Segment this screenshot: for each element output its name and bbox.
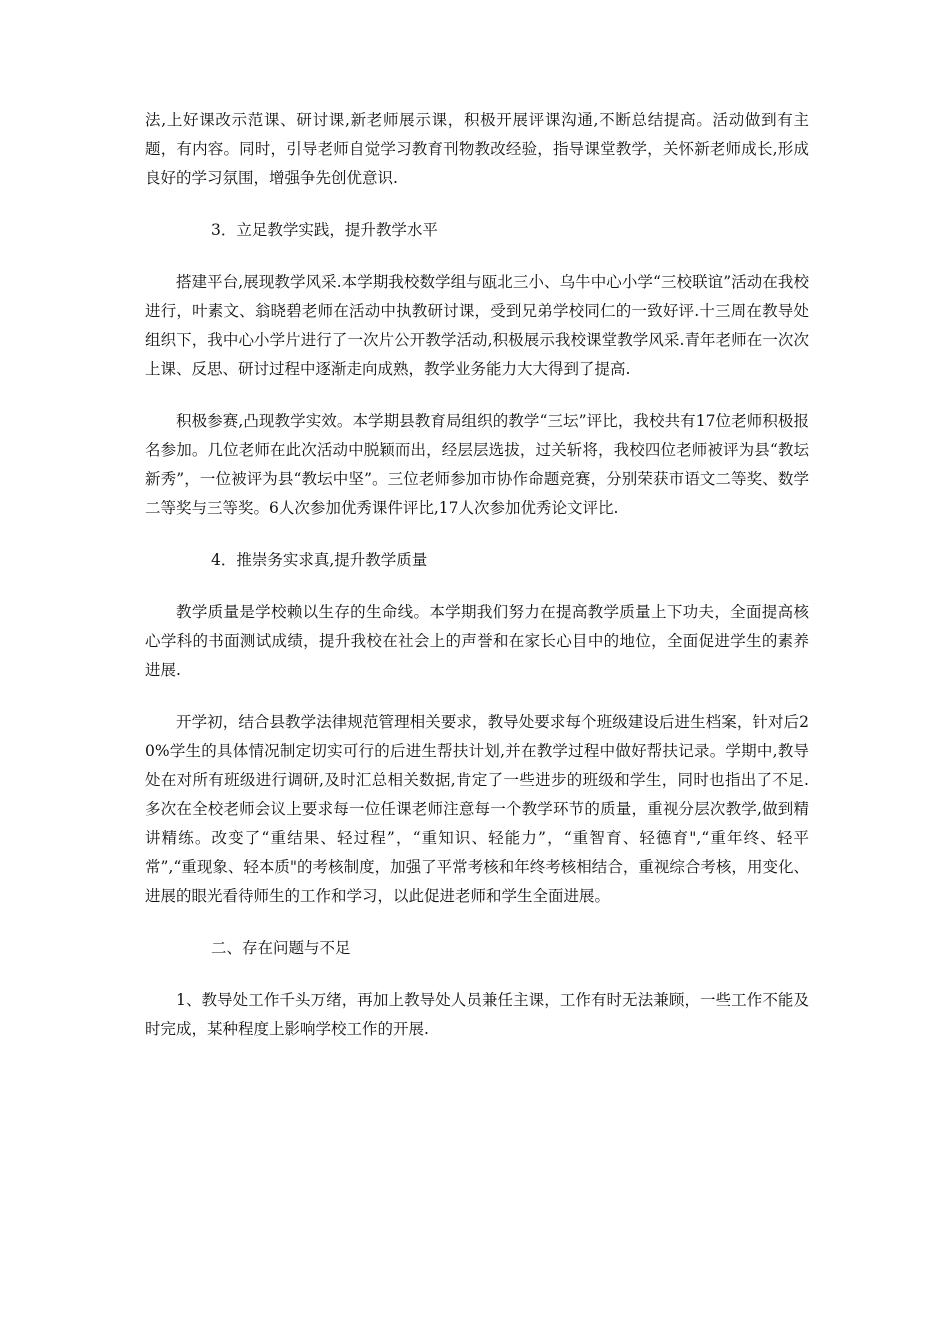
paragraph-problem-1: 1、教导处工作千头万绪，再加上教导处人员兼任主课，工作有时无法兼顾，一些工作不能及时完成，某种程度上影响学校工作的开展.: [145, 991, 809, 1038]
section-heading-problems: 二、存在问题与不足: [211, 939, 351, 957]
document-body: [145, 106, 809, 1067]
paragraph-continued: 法,上好课改示范课、研讨课,新老师展示课，积极开展评课沟通,不断总结提高。活动做到有主题，有内容。同时，引导老师自觉学习教育刊物教改经验，指导课堂教学，关怀新老师成长,形成良好的学习氛围，增强争先创优意识.: [145, 111, 809, 187]
section-heading-3: 3．立足教学实践，提升教学水平: [211, 221, 438, 239]
paragraph-competitions: 积极参赛,凸现教学实效。本学期县教育局组织的教学“三坛”评比，我校共有17位老师积极报名参加。几位老师在此次活动中脱颖而出，经层层选拔，过关斩将，我校四位老师被评为县“教坛新秀”，一位被评为县“教坛中坚”。三位老师参加市协作命题竞赛，分别荣获市语文二等奖、数学二等奖与三等奖。6人次参加优秀课件评比,17人次参加优秀论文评比.: [145, 412, 809, 517]
paragraph-semester-start: 开学初，结合县教学法律规范管理相关要求，教导处要求每个班级建设后进生档案，针对后20%学生的具体情况制定切实可行的后进生帮扶计划,并在教学过程中做好帮扶记录。学期中,教导处在对所有班级进行调研,及时汇总相关数据,肯定了一些进步的班级和学生，同时也指出了不足.多次在全校老师会议上要求每一位任课老师注意每一个教学环节的质量，重视分层次教学,做到精讲精练。改变了“重结果、轻过程”，“重知识、轻能力”，“重智育、轻德育",“重年终、轻平常”,“重现象、轻本质"的考核制度，加强了平常考核和年终考核相结合，重视综合考核，用变化、进展的眼光看待师生的工作和学习，以此促进老师和学生全面进展。: [145, 713, 809, 905]
section-heading-4: 4．推崇务实求真,提升教学质量: [211, 551, 428, 569]
paragraph-teaching-platform: 搭建平台,展现教学风采.本学期我校数学组与瓯北三小、乌牛中心小学“三校联谊”活动在我校进行，叶素文、翁晓碧老师在活动中执教研讨课，受到兄弟学校同仁的一致好评.十三周在教导处组织下，我中心小学片进行了一次片公开教学活动,积极展示我校课堂教学风采.青年老师在一次次上课、反思、研讨过程中逐渐走向成熟，教学业务能力大大得到了提高.: [145, 273, 809, 378]
paragraph-teaching-quality: 教学质量是学校赖以生存的生命线。本学期我们努力在提高教学质量上下功夫，全面提高核心学科的书面测试成绩，提升我校在社会上的声誉和在家长心目中的地位，全面促进学生的素养进展.: [145, 603, 809, 679]
